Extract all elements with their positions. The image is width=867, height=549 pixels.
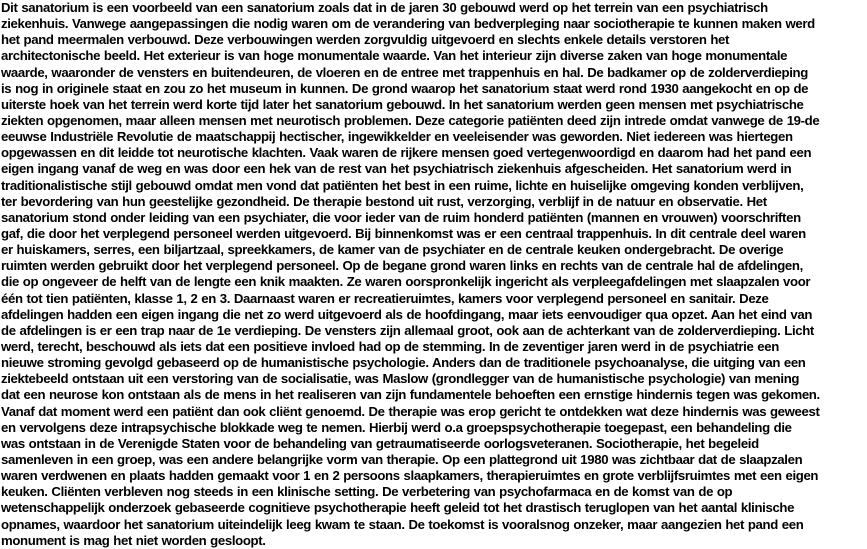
text-line: opnames, waardoor het sanatorium uiteindelijk leeg kwam te staan. De toekomst is vooralsnog onzeker, maar aangezien het pand een [1,516,804,532]
text-line: waren verdwenen en plaats hadden gemaakt voor 1 en 2 persoons slaapkamers, therapieruimtes en grote verblijfsruimtes met een eigen [1,468,819,484]
text-line: is nog in originele staat en zou zo het museum in kunnen. De grond waarop het sanatorium staat werd rond 1930 aangekocht en op de [1,80,809,96]
text-line: Dit sanatorium is een voorbeeld van een sanatorium zoals dat in de jaren 30 gebouwd werd op het terrein van een psychiatrisch [1,0,768,15]
text-line: monument is mag het niet worden gesloopt. [1,532,266,548]
text-line: eeuwse Industriële Revolutie de maatschappij hectischer, ingewikkelder en veeleisender was geworden. Niet iedereen was hiertegen [1,129,793,145]
text-line: keuken. Cliënten verbleven nog steeds in een klinische setting. De verbetering van psychofarmaca en de komst van de op [1,484,733,500]
text-line: ruimten werden gebruikt door het verplegend personeel. Op de begane grond waren links en rechts van de centrale hal de afdelingen, [1,258,803,274]
text-line: Vanaf dat moment werd een patiënt dan ook cliënt genoemd. De therapie was erop gericht te ontdekken wat deze hindernis was geweest [1,403,820,419]
text-line: en vervolgens deze intrapsychische blokkade weg te nemen. Hierbij werd o.a groepspsychotherapie toegepast, een behandeling die [1,419,792,435]
text-line: gaf, die door het verplegend personeel werden uitgevoerd. Bij binnenkomst was er een centraal trappenhuis. In dit centrale deel waren [1,225,806,241]
text-line: ziekenhuis. Vanwege aangepassingen die nodig waren om de verandering van bedverpleging naar sociotherapie te kunnen maken werd [1,16,815,32]
text-line: sanatorium stond onder leiding van een psychiater, die voor ieder van de ruim honderd patiënten (mannen en vrouwen) voorschriften [1,209,801,225]
text-line: die op ongeveer de helft van de lengte een knik maakten. Ze waren oorspronkelijk ingericht als verpleegafdelingen met slaapzalen voor [1,274,811,290]
text-line: was ontstaan in de Verenigde Staten voor de behandeling van getraumatiseerde oorlogsveteranen. Sociotherapie, het begeleid [1,435,759,451]
text-line: één tot tien patiënten, klasse 1, 2 en 3. Daarnaast waren er recreatieruimtes, kamers voor verplegend personeel en sanitair. Deze [1,290,769,306]
text-line: ter bevordering van hun geestelijke gezondheid. De therapie bestond uit rust, verzorging, verblijf in de natuur en observatie. Het [1,193,767,209]
text-line: werd, terecht, beschouwd als iets dat een positieve invloed had op de stemming. In de zeventiger jaren werd in de psychiatrie een [1,338,779,354]
text-line: ziekten opgenomen, maar alleen mensen met neurotisch problemen. Deze categorie patiënten deed zijn intrede omdat vanwege de 19-de [1,112,820,128]
text-line: dat een neurose kon ontstaan als de mens in het realiseren van zijn fundamentele behoeften een ernstige hindernis tegen was gekomen. [1,387,820,403]
text-line: wetenschappelijk onderzoek gebaseerde cognitieve psychotherapie heeft geleid tot het drastisch teruglopen van het aantal klinische [1,500,795,516]
text-line: er huiskamers, serres, een biljartzaal, spreekkamers, de kamer van de psychiater en de centrale keuken ondergebracht. De overige [1,242,784,258]
text-line: afdelingen hadden een eigen ingang die net zo werd uitgevoerd als de hoofdingang, maar iets eenvoudiger qua opzet. Aan het eind van [1,306,813,322]
text-line: nieuwe stroming gevolgd gebaseerd op de humanistische psychologie. Anders dan de traditionele psychoanalyse, die uitging van een [1,355,806,371]
text-line: waarde, waaronder de vensters en buitendeuren, de vloeren en de entree met trappenhuis en hal. De badkamer op de zolderverdieping [1,64,808,80]
text-line: traditionalistische stijl gebouwd omdat men vond dat patiënten het best in een ruime, lichte en huiselijke omgeving konden verblijven, [1,177,804,193]
text-line: eigen ingang vanaf de weg en was door een hek van de rest van het psychiatrisch ziekenhuis afgescheiden. Het sanatorium werd in [1,161,792,177]
text-line: uiterste hoek van het terrein werd korte tijd later het sanatorium gebouwd. In het sanatorium werden geen mensen met psychiatrische [1,96,804,112]
text-line: samenleven in een groep, was een andere belangrijke vorm van therapie. Op een plattegrond uit 1980 was zichtbaar dat de slaapzalen [1,451,803,467]
text-line: opgewassen en dit leidde tot neurotische klachten. Vaak waren de rijkere mensen goed vertegenwoordigd en daarom had het pand een [1,145,812,161]
text-line: architectonische beeld. Het exterieur is van hoge monumentale waarde. Van het interieur zijn diverse zaken van hoge monumentale [1,48,788,64]
text-line: de afdelingen is er een trap naar de 1e verdieping. De vensters zijn allemaal groot, ook aan de achterkant van de zolderverdieping. Licht [1,322,814,338]
text-line: ziektebeeld ontstaan uit een verstoring van de socialisatie, was Maslow (grondlegger van de humanistische psychologie) van mening [1,371,800,387]
text-line: het pand meermalen verbouwd. Deze verbouwingen werden zorgvuldig uitgevoerd en slechts enkele details verstoren het [1,32,730,48]
